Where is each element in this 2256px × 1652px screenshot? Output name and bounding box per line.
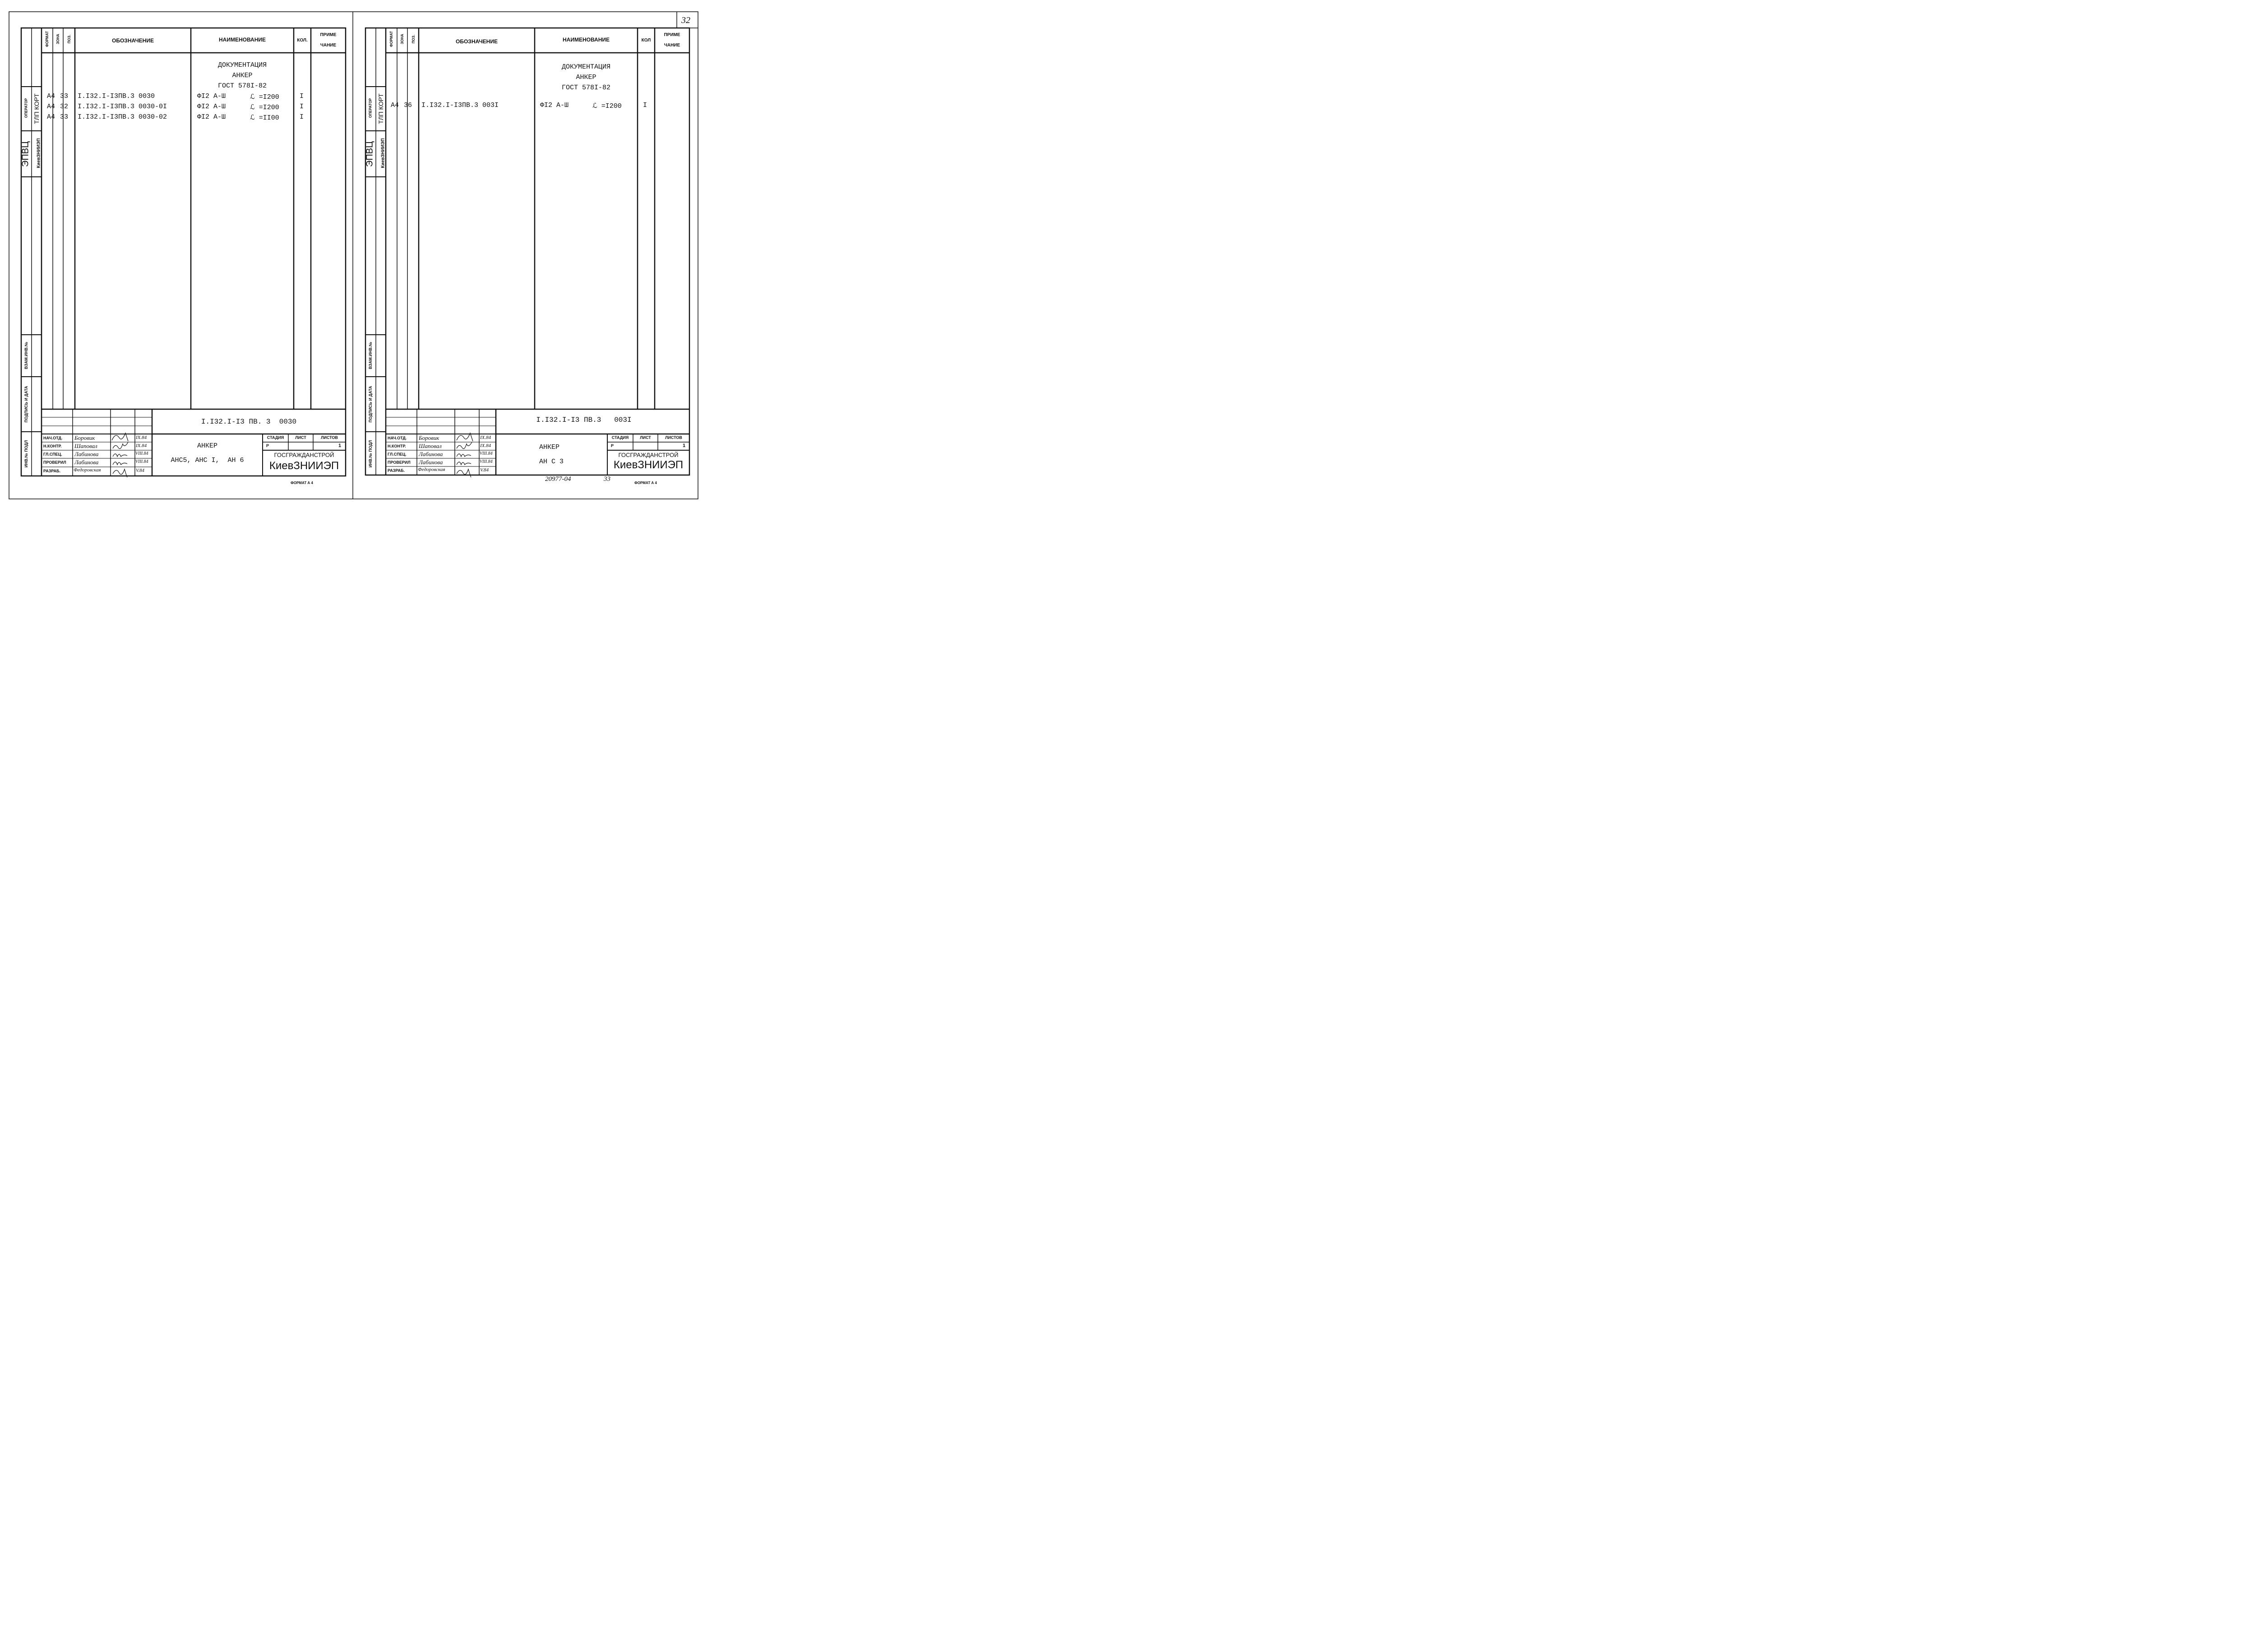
sign-date: VIII.84 (480, 451, 493, 456)
header-format: ФОРМАТ (389, 31, 393, 47)
row-name: ФI2 А-Ш (197, 113, 226, 121)
role-label: РАЗРАБ. (43, 469, 61, 473)
sign-date: IX.84 (480, 443, 491, 448)
row-name: ФI2 А-Ш (197, 103, 226, 111)
signer-name: Боровик (74, 434, 95, 441)
header-qty: КОЛ (641, 38, 651, 43)
row-name: ФI2 А-Ш (540, 102, 569, 109)
org-top: ГОСГРАЖДАНСТРОЙ (618, 452, 679, 458)
format-note: ФОРМАТ А 4 (634, 481, 657, 485)
org-top: ГОСГРАЖДАНСТРОЙ (274, 452, 334, 458)
signer-name: Федоровская (418, 467, 445, 472)
header-pos: ПОЗ. (67, 34, 71, 44)
signer-name: Лабинова (419, 451, 443, 457)
archive-page: 33 (604, 475, 610, 483)
side-tlp: ТЛП КОРТ (33, 93, 40, 124)
row-zone: 33 (60, 113, 69, 121)
sheets-label: ЛИСТОВ (665, 435, 682, 440)
signer-name: Федоровская (74, 467, 101, 473)
side-inv: ИНВ.№ ПОДЛ (24, 440, 28, 468)
sign-date: V.84 (136, 468, 145, 473)
side-vzam: ВЗАМ.ИНВ.№ (24, 341, 28, 369)
doc-title: АНКЕР (539, 443, 560, 451)
role-label: ГЛ.СПЕЦ. (43, 452, 62, 457)
signer-name: Лабинова (74, 451, 99, 457)
signer-name: Лабинова (419, 459, 443, 466)
header-name: НАИМЕНОВАНИЕ (563, 37, 610, 43)
side-epvc: ЭПВЦ (20, 141, 31, 167)
sheets-value: 1 (683, 443, 686, 448)
org-bottom: КиевЗНИИЭП (269, 460, 339, 472)
side-operator: ОПЕРАТОР (368, 98, 373, 118)
org-bottom: КиевЗНИИЭП (613, 459, 684, 471)
header-format-cell (42, 28, 53, 53)
role-label: ПРОВЕРИЛ (388, 460, 411, 465)
doc-code: I.I32.I-I3 ПВ. 3 0030 (201, 418, 297, 426)
section-title-1: ДОКУМЕНТАЦИЯ (561, 63, 611, 71)
sign-date: IX.84 (136, 443, 147, 448)
signer-name: Шаповал (74, 443, 97, 449)
archive-code: 20977-04 (545, 475, 571, 483)
row-qty: I (643, 102, 647, 109)
header-qty: КОЛ. (297, 38, 308, 43)
header-note-top: ПРИМЕ (664, 32, 680, 37)
sheets-value: 1 (338, 443, 342, 448)
stage-value: Р (611, 443, 614, 448)
role-label: РАЗРАБ. (388, 468, 405, 473)
row-zone: 36 (404, 102, 412, 109)
row-format: А4 (391, 102, 399, 109)
row-zone: 33 (60, 92, 69, 100)
row-name: ФI2 А-Ш (197, 92, 226, 100)
row-qty: I (300, 103, 304, 111)
row-designation: I.I32.I-I3ПВ.3 003I (421, 102, 499, 109)
side-podpis: ПОДПИСЬ И ДАТА (368, 386, 373, 423)
section-title-1: ДОКУМЕНТАЦИЯ (217, 61, 267, 69)
role-label: НАЧ.ОТД. (388, 436, 407, 440)
side-operator: ОПЕРАТОР (24, 98, 28, 118)
header-zone-cell (397, 28, 407, 53)
doc-code: I.I32.I-I3 ПВ.3 003I (536, 416, 632, 424)
row-designation: I.I32.I-I3ПВ.3 0030-0I (78, 103, 167, 111)
header-name: НАИМЕНОВАНИЕ (219, 37, 266, 43)
role-label: ГЛ.СПЕЦ. (388, 452, 407, 457)
header-designation: ОБОЗНАЧЕНИЕ (456, 38, 498, 45)
role-label: Н.КОНТР. (388, 444, 406, 448)
stage-label: СТАДИЯ (611, 435, 629, 440)
stage-label: СТАДИЯ (267, 435, 284, 440)
side-podpis: ПОДПИСЬ И ДАТА (24, 386, 28, 423)
section-title-3: ГОСТ 578I-82 (217, 82, 267, 90)
doc-subtitle: АНС5, АНС I, АН 6 (171, 457, 244, 464)
page-number: 32 (681, 15, 690, 25)
doc-subtitle: АН С 3 (539, 458, 564, 466)
role-label: ПРОВЕРИЛ (43, 460, 66, 465)
sign-date: VIII.84 (480, 459, 493, 464)
side-epvc: ЭПВЦ (365, 141, 375, 167)
header-note-bottom: ЧАНИЕ (320, 43, 337, 48)
row-length: ℒ =I200 (592, 102, 622, 110)
header-format-cell (386, 28, 397, 53)
header-pos: ПОЗ. (411, 34, 416, 44)
sheet-label: ЛИСТ (295, 435, 306, 440)
signer-name: Боровик (419, 434, 439, 441)
stage-value: Р (266, 443, 269, 448)
sign-date: VIII.84 (135, 451, 148, 456)
sign-date: IX.84 (480, 435, 491, 440)
side-org: КиевЗНИИЭП (380, 138, 386, 168)
section-title-3: ГОСТ 578I-82 (561, 84, 611, 92)
row-length: ℒ =I200 (250, 104, 279, 111)
header-pos-cell (407, 28, 419, 53)
row-format: А4 (47, 103, 55, 111)
signer-name: Лабинова (74, 459, 99, 466)
row-designation: I.I32.I-I3ПВ.3 0030 (78, 92, 155, 100)
role-label: Н.КОНТР. (43, 444, 62, 448)
side-inv: ИНВ.№ ПОДЛ (368, 440, 373, 468)
side-org: КиевЗНИИЭП (36, 138, 42, 168)
sign-date: IX.84 (136, 435, 147, 440)
row-designation: I.I32.I-I3ПВ.3 0030-02 (78, 113, 167, 121)
header-note-bottom: ЧАНИЕ (664, 43, 680, 48)
signer-name: Шаповал (419, 443, 442, 449)
row-zone: 32 (60, 103, 69, 111)
row-format: А4 (47, 92, 55, 100)
header-zone-cell (53, 28, 63, 53)
row-length: ℒ =II00 (250, 114, 279, 122)
header-designation: ОБОЗНАЧЕНИЕ (112, 37, 154, 44)
header-zone: ЗОНА (400, 34, 404, 44)
section-title-2: АНКЕР (576, 74, 596, 81)
doc-title: АНКЕР (197, 442, 217, 450)
sheets-label: ЛИСТОВ (321, 435, 338, 440)
header-format: ФОРМАТ (45, 31, 49, 47)
side-vzam: ВЗАМ.ИНВ.№ (368, 341, 373, 369)
section-title-2: АНКЕР (232, 72, 253, 79)
header-note-top: ПРИМЕ (320, 32, 337, 37)
sign-date: VIII.84 (135, 459, 148, 464)
sheet-label: ЛИСТ (640, 435, 651, 440)
sign-date: V.84 (480, 467, 489, 473)
format-note: ФОРМАТ А 4 (291, 481, 313, 485)
header-pos-cell (63, 28, 75, 53)
row-format: А4 (47, 113, 55, 121)
header-zone: ЗОНА (56, 34, 60, 44)
row-length: ℒ =I200 (250, 93, 279, 101)
row-qty: I (300, 113, 304, 121)
side-tlp: ТЛП КОРТ (377, 93, 384, 124)
row-qty: I (300, 92, 304, 100)
role-label: НАЧ.ОТД. (43, 436, 63, 440)
